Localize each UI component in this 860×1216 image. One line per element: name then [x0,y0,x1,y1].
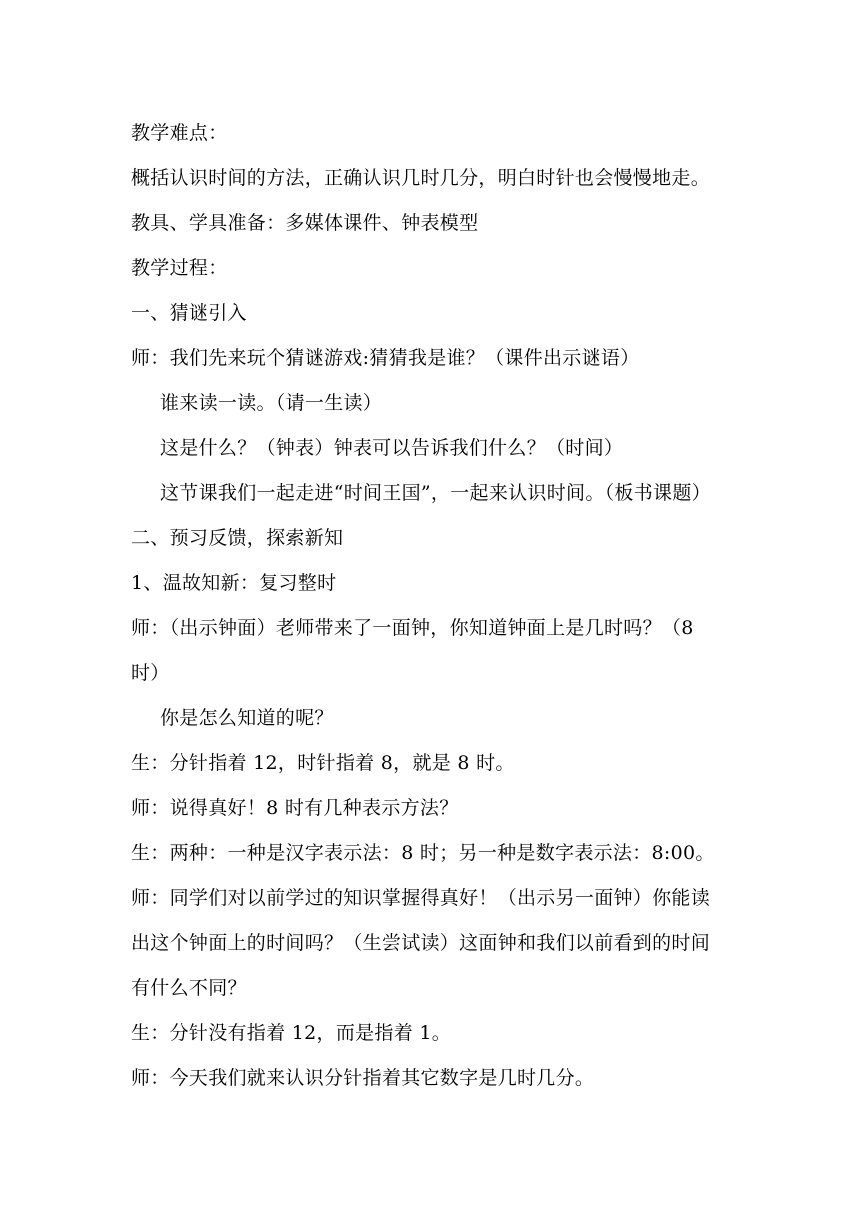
paragraph: 生：分针指着 12，时针指着 8，就是 8 时。 [131,752,515,774]
paragraph: 师：今天我们就来认识分针指着其它数字是几时几分。 [131,1067,595,1089]
paragraph: 时） [131,662,170,684]
paragraph: 生：分针没有指着 12，而是指着 1。 [131,1022,452,1044]
paragraph: 教具、学具准备：多媒体课件、钟表模型 [131,212,479,234]
paragraph: 师：我们先来玩个猜谜游戏:猜猜我是谁？（课件出示谜语） [131,347,640,369]
paragraph: 出这个钟面上的时间吗？（生尝试读）这面钟和我们以前看到的时间 [131,932,711,954]
paragraph: 概括认识时间的方法，正确认识几时几分，明白时针也会慢慢地走。 [131,167,711,189]
paragraph: 这节课我们一起走进“时间王国”，一起来认识时间。（板书课题） [160,482,711,504]
subsection-heading: 1、温故知新：复习整时 [131,572,337,594]
paragraph: 师：（出示钟面）老师带来了一面钟，你知道钟面上是几时吗？（8 [131,617,694,639]
section-heading: 一、猜谜引入 [131,302,247,324]
paragraph: 你是怎么知道的呢？ [160,707,334,729]
paragraph: 谁来读一读。（请一生读） [160,392,383,414]
paragraph: 师：同学们对以前学过的知识掌握得真好！（出示另一面钟）你能读 [131,887,711,909]
paragraph: 生：两种：一种是汉字表示法：8 时；另一种是数字表示法：8:00。 [131,842,715,864]
paragraph: 这是什么？（钟表）钟表可以告诉我们什么？（时间） [160,437,624,459]
document-body [131,111,741,1101]
section-heading: 二、预习反馈，探索新知 [131,527,344,549]
section-heading: 教学难点： [131,122,228,144]
section-heading: 教学过程： [131,257,228,279]
paragraph: 有什么不同？ [131,977,247,999]
paragraph: 师：说得真好！8 时有几种表示方法？ [131,797,459,819]
